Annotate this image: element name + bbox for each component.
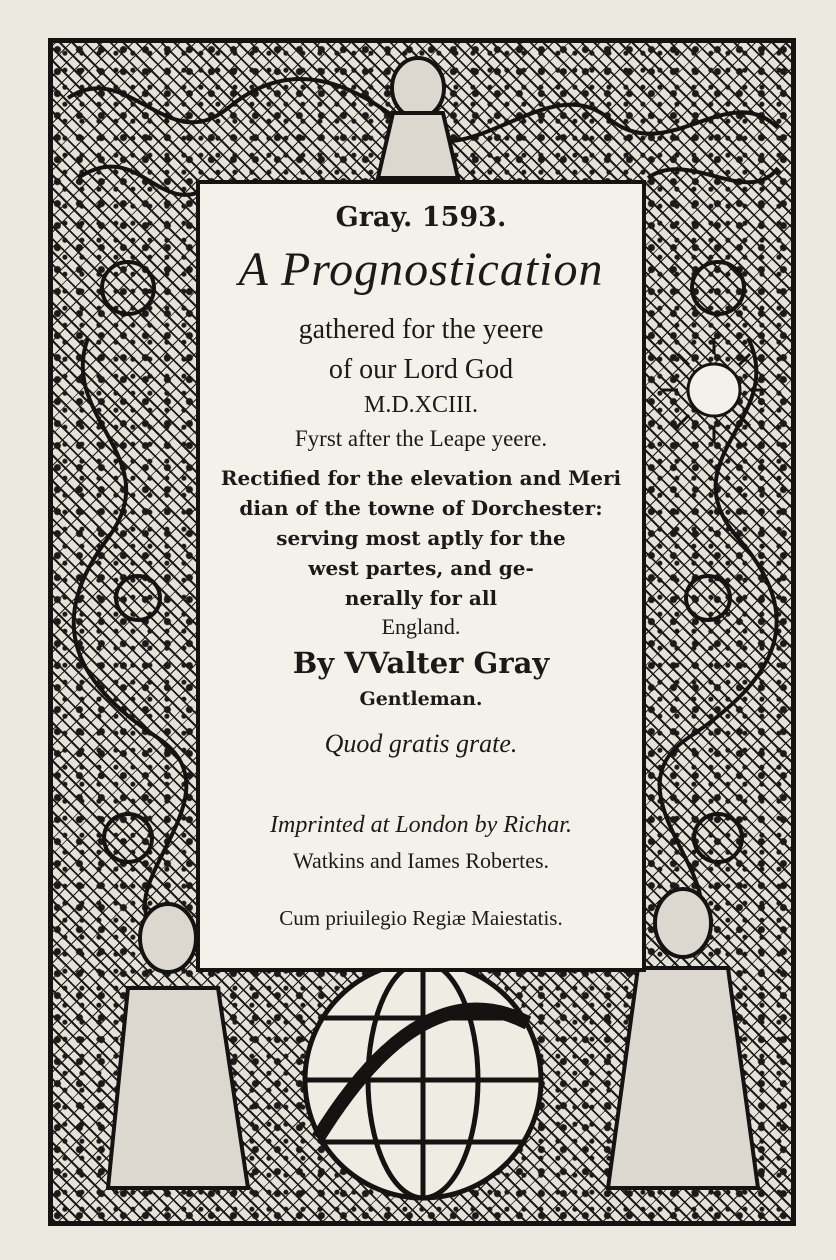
armillary-sphere-icon: [305, 962, 541, 1198]
page-title: A Prognostication: [238, 243, 604, 296]
header-line: Gray. 1593.: [335, 202, 507, 233]
subtitle-line-1: gathered for the yeere: [298, 314, 544, 345]
title-panel: [196, 180, 646, 972]
rectified-line: west partes, and ge-: [308, 556, 534, 580]
rectified-line: dian of the towne of Dorchester:: [239, 496, 603, 520]
imprint-line-2: Watkins and Iames Robertes.: [292, 848, 550, 873]
leap-year-note: Fyrst after the Leape yeere.: [294, 426, 548, 451]
rectified-line: Rectified for the elevation and Meri: [220, 466, 622, 490]
imprint-line-1: Imprinted at London by Richar.: [270, 812, 572, 838]
year-roman: M.D.XCIII.: [364, 392, 478, 418]
rectified-line: nerally for all: [344, 586, 498, 610]
rectified-line: serving most aptly for the: [276, 526, 566, 550]
subtitle-line-2: of our Lord God: [328, 354, 514, 385]
rectified-line: England.: [381, 614, 461, 639]
privilege-line: Cum priuilegio Regiæ Maiestatis.: [279, 906, 563, 930]
motto: Quod gratis grate.: [324, 729, 518, 758]
author-title: Gentleman.: [359, 688, 483, 710]
author-line: By VValter Gray: [292, 646, 550, 680]
sun-face-icon: [662, 338, 766, 442]
